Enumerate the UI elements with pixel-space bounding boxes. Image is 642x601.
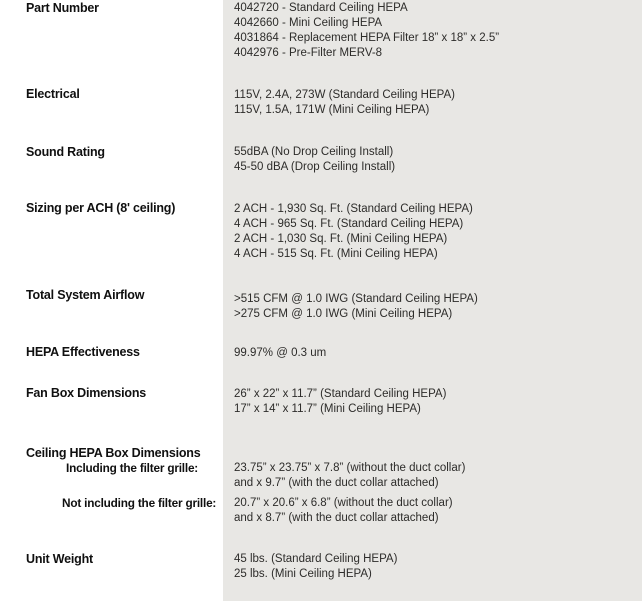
spec-value-line: 25 lbs. (Mini Ceiling HEPA) [234, 568, 372, 580]
spec-value-line: 45-50 dBA (Drop Ceiling Install) [234, 161, 396, 173]
spec-sublabel-including-filter-grille: Including the filter grille: [66, 461, 199, 475]
spec-value-line: 4 ACH - 515 Sq. Ft. (Mini Ceiling HEPA) [234, 248, 438, 260]
spec-value-line: 4031864 - Replacement HEPA Filter 18” x 18” x 2.5” [234, 32, 500, 44]
spec-values-total-system-airflow [234, 292, 478, 322]
spec-value-line: 26” x 22” x 11.7” (Standard Ceiling HEPA) [234, 388, 447, 400]
spec-value-line: and x 9.7” (with the duct collar attached) [234, 477, 439, 489]
spec-sublabel-not-including-filter-grille: Not including the filter grille: [62, 496, 217, 510]
spec-values-sizing-per-ach [234, 202, 473, 262]
spec-value-line: 2 ACH - 1,030 Sq. Ft. (Mini Ceiling HEPA) [234, 233, 448, 245]
spec-label-sound-rating: Sound Rating [26, 145, 105, 159]
spec-value-line: 4042720 - Standard Ceiling HEPA [234, 2, 408, 14]
spec-value-line: 17” x 14” x 11.7” (Mini Ceiling HEPA) [234, 403, 421, 415]
spec-values-electrical [234, 88, 455, 118]
spec-values-fan-box-dimensions [234, 387, 446, 417]
spec-values-including-filter-grille [234, 461, 465, 491]
spec-value-line: 23.75” x 23.75” x 7.8” (without the duct collar) [234, 462, 466, 474]
spec-value-line: 4042660 - Mini Ceiling HEPA [234, 17, 383, 29]
spec-value-line: 4042976 - Pre-Filter MERV-8 [234, 47, 383, 59]
spec-value-line: and x 8.7” (with the duct collar attached) [234, 512, 439, 524]
spec-label-fan-box-dimensions: Fan Box Dimensions [26, 386, 147, 400]
spec-label-unit-weight: Unit Weight [26, 552, 94, 566]
spec-value-line: 99.97% @ 0.3 um [234, 347, 327, 359]
spec-value-line: >275 CFM @ 1.0 IWG (Mini Ceiling HEPA) [234, 308, 453, 320]
spec-value-line: 55dBA (No Drop Ceiling Install) [234, 146, 394, 158]
spec-label-total-system-airflow: Total System Airflow [26, 288, 145, 302]
spec-value-line: 2 ACH - 1,930 Sq. Ft. (Standard Ceiling HEPA) [234, 203, 473, 215]
spec-values-not-including-filter-grille [234, 496, 453, 526]
spec-label-hepa-effectiveness: HEPA Effectiveness [26, 345, 140, 359]
spec-value-line: 115V, 1.5A, 171W (Mini Ceiling HEPA) [234, 104, 430, 116]
spec-label-sizing-per-ach: Sizing per ACH (8' ceiling) [26, 201, 176, 215]
spec-value-line: 20.7” x 20.6” x 6.8” (without the duct collar) [234, 497, 453, 509]
spec-label-part-number: Part Number [26, 1, 99, 15]
spec-label-electrical: Electrical [26, 87, 80, 101]
spec-values-part-number [234, 1, 499, 61]
spec-value-line: >515 CFM @ 1.0 IWG (Standard Ceiling HEPA) [234, 293, 478, 305]
spec-values-hepa-effectiveness [234, 346, 326, 361]
spec-value-line: 115V, 2.4A, 273W (Standard Ceiling HEPA) [234, 89, 455, 101]
spec-value-line: 4 ACH - 965 Sq. Ft. (Standard Ceiling HEPA) [234, 218, 464, 230]
spec-value-line: 45 lbs. (Standard Ceiling HEPA) [234, 553, 398, 565]
spec-values-sound-rating [234, 145, 395, 175]
spec-values-unit-weight [234, 552, 397, 582]
spec-label-ceiling-hepa-box-dimensions: Ceiling HEPA Box Dimensions [26, 446, 201, 460]
